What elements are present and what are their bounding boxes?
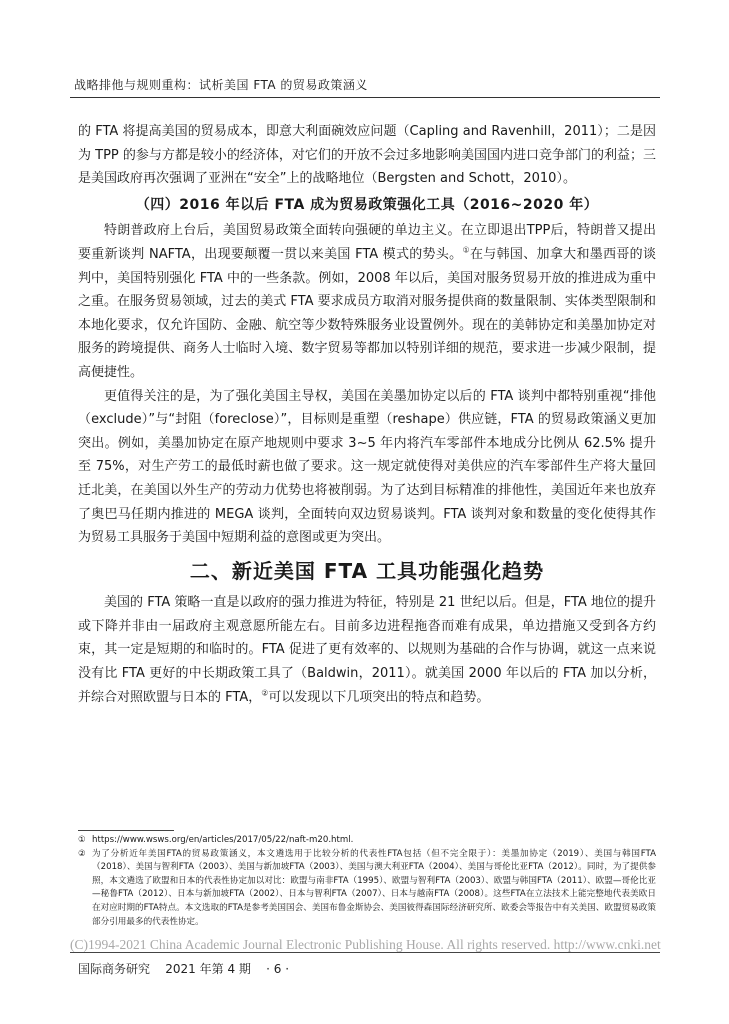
running-head: 战略排他与规则重构：试析美国 FTA 的贸易政策涵义: [74, 78, 368, 92]
footer-rule: [70, 952, 660, 953]
paragraph: 更值得关注的是，为了强化美国主导权，美国在美墨加协定以后的 FTA 谈判中都特别重视“排他（exclude）”与“封阻（foreclose）”，目标则是重塑（reshape）供应链，FTA 的贸易政策涵义更加突出。例如，美墨加协定在原产地规则中要求 3~5 年内将汽车零部件本地成分比例从 62.5% 提升至 75%，对生产劳工的最低时薪也做了要求。这一规定就使得对美供应的汽车零部件生产将大量回迁北美，在美国以外生产的劳动力优势也将被削弱。为了达到目标精准的排他性，美国近年来也放弃了奥巴马任期内推进的 MEGA 谈判，全面转向双边贸易谈判。FTA 谈判对象和数量的变化使得其作为贸易工具服务于美国中短期利益的意图或更为突出。: [78, 388, 656, 546]
paragraph-text: 特朗普政府上台后，美国贸易政策全面转向强硬的单边主义。在立即退出TPP后，特朗普又提出要重新谈判 NAFTA，出现要颠覆一贯以来美国 FTA 模式的势头。: [78, 223, 656, 262]
footnote-ref-2[interactable]: ②: [261, 688, 269, 698]
footnote-1: [78, 834, 656, 848]
footnote-mark: ②: [78, 848, 86, 859]
footnote-text: 为了分析近年美国FTA的贸易政策涵义，本文遴选用于比较分析的代表性FTA包括（但不完全限于）：美墨加协定（2019）、美国与韩国FTA（2018）、美国与智利FTA（2003）、美国与新加坡FTA（2003）、美国与澳大利亚FTA（2004）、美国与哥伦比亚FTA（2012）。同时，为了提供参照，本文遴选了欧盟和日本的代表性协定加以对比：欧盟与南非FTA（1995）、欧盟与智利FTA（2003）、欧盟与韩国FTA（2011）、欧盟—哥伦比亚—秘鲁FTA（2012）、日本与新加坡FTA（2002）、日本与智利FTA（2007）、日本与越南FTA（2008）。这些FTA在立法技术上能完整地代表美欧日在对应时期的FTA特点。本文选取的FTA是参考美国国会、美国布鲁金斯协会、美国彼得森国际经济研究所、欧委会等报告中有关美国、欧盟贸易政策部分引用最多的代表性协定。: [92, 848, 656, 927]
paragraph-continued: 的 FTA 将提高美国的贸易成本，即意大利面碗效应问题（Capling and Ravenhill，2011）；二是因为 TPP 的参与方都是较小的经济体，对它们的开放不会过多地影响美国国内进口竞争部门的利益；三是美国政府再次强调了亚洲在“安全”上的战略地位（Bergsten and Schott，2010）。: [78, 124, 656, 187]
article-body: [78, 120, 656, 709]
section-heading: 二、新近美国 FTA 工具功能强化趋势: [189, 558, 545, 583]
journal-name: 国际商务研究: [78, 962, 151, 976]
paragraph-text: 在与韩国、加拿大和墨西哥的谈判中，美国特别强化 FTA 中的一些条款。例如，2008 年以后，美国对服务贸易开放的推进成为重中之重。在服务贸易领域，过去的美式 FTA 要求成员方取消对服务提供商的数量限制、实体类型限制和本地化要求，仅允许国防、金融、航空等少数特殊服务业设置例外。现在的美韩协定和美墨加协定对服务的跨境提供、商务人士临时入境、数字贸易等都加以特别详细的规范，要求进一步减少限制，提高便捷性。: [78, 246, 656, 380]
copyright-watermark: (C)1994-2021 China Academic Journal Electronic Publishing House. All rights reserved. http://www.cnki.net: [70, 937, 661, 952]
footnote-rule: [78, 830, 174, 831]
footnote-2: [78, 848, 656, 930]
footnotes: [78, 834, 656, 929]
page-number: · 6 ·: [266, 962, 290, 976]
paragraph: [78, 219, 656, 384]
page-footer: [78, 960, 289, 977]
paragraph-text: 可以发现以下几项突出的特点和趋势。: [268, 689, 490, 705]
subsection-heading: （四）2016 年以后 FTA 成为贸易政策强化工具（2016~2020 年）: [135, 196, 599, 213]
header-rule: [70, 97, 660, 98]
footnote-ref-1[interactable]: ①: [462, 245, 470, 255]
paragraph-text: 美国的 FTA 策略一直是以政府的强力推进为特征，特别是 21 世纪以后。但是，FTA 地位的提升或下降并非由一届政府主观意愿所能左右。目前多边进程拖沓而难有成果，单边措施又受到各方约束，其一定是短期的和临时的。FTA 促进了更有效率的、以规则为基础的合作与协调，就这一点来说没有比 FTA 更好的中长期政策工具了（Baldwin，2011）。就美国 2000 年以后的 FTA 加以分析，并综合对照欧盟与日本的 FTA，: [78, 595, 656, 705]
issue-label: 2021 年第 4 期: [165, 962, 251, 976]
footnote-text[interactable]: https://www.wsws.org/en/articles/2017/05/22/naft-m20.html.: [92, 835, 354, 845]
paragraph: [78, 591, 656, 709]
footnote-mark: ①: [78, 835, 86, 845]
